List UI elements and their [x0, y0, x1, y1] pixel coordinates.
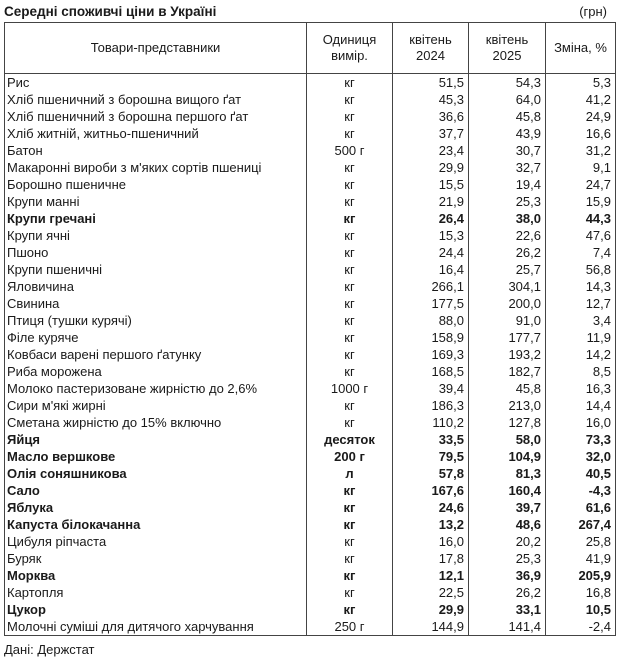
- table-row: [5, 108, 616, 125]
- price-change: 9,1: [546, 159, 616, 176]
- table-row: [5, 244, 616, 261]
- price-april-2024: 169,3: [393, 346, 469, 363]
- product-unit: 500 г: [307, 142, 393, 159]
- product-name: Свинина: [5, 295, 307, 312]
- price-april-2025: 48,6: [469, 516, 546, 533]
- price-change: 56,8: [546, 261, 616, 278]
- price-april-2024: 36,6: [393, 108, 469, 125]
- price-change: 12,7: [546, 295, 616, 312]
- price-april-2024: 29,9: [393, 601, 469, 618]
- product-name: Сири м'які жирні: [5, 397, 307, 414]
- price-april-2025: 32,7: [469, 159, 546, 176]
- table-row: [5, 227, 616, 244]
- table-row: [5, 499, 616, 516]
- table-row: [5, 380, 616, 397]
- price-april-2024: 79,5: [393, 448, 469, 465]
- price-april-2025: 64,0: [469, 91, 546, 108]
- product-unit: кг: [307, 346, 393, 363]
- product-unit: кг: [307, 329, 393, 346]
- price-april-2024: 168,5: [393, 363, 469, 380]
- product-name: Хліб житній, житньо-пшеничний: [5, 125, 307, 142]
- price-change: 15,9: [546, 193, 616, 210]
- product-unit: кг: [307, 601, 393, 618]
- product-name: Крупи ячні: [5, 227, 307, 244]
- product-name: Цибуля ріпчаста: [5, 533, 307, 550]
- price-april-2024: 29,9: [393, 159, 469, 176]
- price-change: 14,2: [546, 346, 616, 363]
- price-april-2024: 21,9: [393, 193, 469, 210]
- product-name: Крупи гречані: [5, 210, 307, 227]
- header-april-2024: квітень 2024: [393, 23, 469, 74]
- price-change: -4,3: [546, 482, 616, 499]
- price-april-2024: 24,6: [393, 499, 469, 516]
- price-april-2025: 25,7: [469, 261, 546, 278]
- product-unit: десяток: [307, 431, 393, 448]
- price-april-2024: 186,3: [393, 397, 469, 414]
- product-name: Крупи манні: [5, 193, 307, 210]
- prices-table: [4, 22, 616, 636]
- product-name: Сметана жирністю до 15% включно: [5, 414, 307, 431]
- product-unit: кг: [307, 244, 393, 261]
- table-row: [5, 448, 616, 465]
- price-april-2025: 193,2: [469, 346, 546, 363]
- price-change: 32,0: [546, 448, 616, 465]
- table-row: [5, 414, 616, 431]
- product-unit: 200 г: [307, 448, 393, 465]
- price-april-2024: 16,4: [393, 261, 469, 278]
- price-change: 41,9: [546, 550, 616, 567]
- price-change: -2,4: [546, 618, 616, 636]
- product-unit: кг: [307, 516, 393, 533]
- table-row: [5, 142, 616, 159]
- price-change: 25,8: [546, 533, 616, 550]
- product-unit: кг: [307, 261, 393, 278]
- product-name: Батон: [5, 142, 307, 159]
- price-april-2024: 167,6: [393, 482, 469, 499]
- product-unit: кг: [307, 295, 393, 312]
- price-april-2024: 15,3: [393, 227, 469, 244]
- price-april-2025: 54,3: [469, 74, 546, 92]
- price-april-2024: 158,9: [393, 329, 469, 346]
- price-april-2025: 45,8: [469, 108, 546, 125]
- product-name: Олія соняшникова: [5, 465, 307, 482]
- price-april-2024: 266,1: [393, 278, 469, 295]
- price-april-2025: 91,0: [469, 312, 546, 329]
- product-unit: л: [307, 465, 393, 482]
- price-april-2024: 110,2: [393, 414, 469, 431]
- price-april-2024: 26,4: [393, 210, 469, 227]
- price-april-2025: 26,2: [469, 244, 546, 261]
- product-name: Буряк: [5, 550, 307, 567]
- table-row: [5, 193, 616, 210]
- price-april-2025: 22,6: [469, 227, 546, 244]
- price-april-2025: 81,3: [469, 465, 546, 482]
- price-change: 16,0: [546, 414, 616, 431]
- product-name: Яйця: [5, 431, 307, 448]
- title-row: [4, 4, 615, 22]
- price-april-2025: 30,7: [469, 142, 546, 159]
- table-row: [5, 363, 616, 380]
- price-change: 11,9: [546, 329, 616, 346]
- price-april-2024: 13,2: [393, 516, 469, 533]
- product-unit: кг: [307, 91, 393, 108]
- price-change: 16,8: [546, 584, 616, 601]
- price-change: 7,4: [546, 244, 616, 261]
- product-name: Борошно пшеничне: [5, 176, 307, 193]
- table-row: [5, 482, 616, 499]
- price-april-2025: 25,3: [469, 193, 546, 210]
- price-april-2025: 141,4: [469, 618, 546, 636]
- product-name: Морква: [5, 567, 307, 584]
- product-unit: кг: [307, 176, 393, 193]
- price-april-2025: 19,4: [469, 176, 546, 193]
- price-april-2024: 45,3: [393, 91, 469, 108]
- table-row: [5, 176, 616, 193]
- price-change: 31,2: [546, 142, 616, 159]
- price-change: 47,6: [546, 227, 616, 244]
- product-unit: кг: [307, 210, 393, 227]
- price-change: 16,3: [546, 380, 616, 397]
- product-unit: кг: [307, 159, 393, 176]
- price-april-2025: 104,9: [469, 448, 546, 465]
- price-april-2025: 43,9: [469, 125, 546, 142]
- price-change: 61,6: [546, 499, 616, 516]
- price-april-2025: 39,7: [469, 499, 546, 516]
- product-name: Капуста білокачанна: [5, 516, 307, 533]
- header-unit: Одиниця виміp.: [307, 23, 393, 74]
- table-row: [5, 601, 616, 618]
- price-april-2024: 23,4: [393, 142, 469, 159]
- price-change: 205,9: [546, 567, 616, 584]
- table-row: [5, 159, 616, 176]
- table-row: [5, 125, 616, 142]
- price-change: 24,7: [546, 176, 616, 193]
- product-name: Яблука: [5, 499, 307, 516]
- product-unit: кг: [307, 584, 393, 601]
- table-row: [5, 550, 616, 567]
- product-name: Молочні суміші для дитячого харчування: [5, 618, 307, 636]
- data-source: Дані: Держстат: [4, 642, 95, 657]
- price-change: 3,4: [546, 312, 616, 329]
- table-row: [5, 567, 616, 584]
- price-change: 10,5: [546, 601, 616, 618]
- product-name: Крупи пшеничні: [5, 261, 307, 278]
- price-change: 5,3: [546, 74, 616, 92]
- price-april-2024: 15,5: [393, 176, 469, 193]
- product-name: Хліб пшеничний з борошна першого ґат: [5, 108, 307, 125]
- price-april-2024: 17,8: [393, 550, 469, 567]
- price-april-2024: 39,4: [393, 380, 469, 397]
- price-april-2024: 144,9: [393, 618, 469, 636]
- product-unit: кг: [307, 482, 393, 499]
- price-april-2024: 177,5: [393, 295, 469, 312]
- price-change: 41,2: [546, 91, 616, 108]
- product-unit: кг: [307, 108, 393, 125]
- price-change: 16,6: [546, 125, 616, 142]
- product-name: Ковбаси варені першого ґатунку: [5, 346, 307, 363]
- product-name: Рис: [5, 74, 307, 92]
- product-unit: кг: [307, 397, 393, 414]
- table-row: [5, 431, 616, 448]
- table-row: [5, 74, 616, 92]
- price-april-2025: 36,9: [469, 567, 546, 584]
- price-change: 267,4: [546, 516, 616, 533]
- price-april-2024: 22,5: [393, 584, 469, 601]
- product-unit: 250 г: [307, 618, 393, 636]
- price-change: 40,5: [546, 465, 616, 482]
- table-row: [5, 465, 616, 482]
- product-name: Риба морожена: [5, 363, 307, 380]
- price-april-2025: 58,0: [469, 431, 546, 448]
- table-row: [5, 346, 616, 363]
- header-april-2025: квітень 2025: [469, 23, 546, 74]
- price-april-2025: 45,8: [469, 380, 546, 397]
- price-april-2024: 51,5: [393, 74, 469, 92]
- price-april-2025: 304,1: [469, 278, 546, 295]
- product-name: Макаронні вироби з м'яких сортів пшениці: [5, 159, 307, 176]
- table-row: [5, 91, 616, 108]
- table-body: [5, 74, 616, 636]
- product-name: Птиця (тушки курячі): [5, 312, 307, 329]
- product-unit: кг: [307, 312, 393, 329]
- price-change: 73,3: [546, 431, 616, 448]
- product-unit: кг: [307, 193, 393, 210]
- price-april-2025: 127,8: [469, 414, 546, 431]
- product-unit: кг: [307, 227, 393, 244]
- price-april-2024: 12,1: [393, 567, 469, 584]
- product-name: Хліб пшеничний з борошна вищого ґат: [5, 91, 307, 108]
- price-april-2024: 16,0: [393, 533, 469, 550]
- price-april-2025: 25,3: [469, 550, 546, 567]
- product-unit: кг: [307, 74, 393, 92]
- price-april-2024: 33,5: [393, 431, 469, 448]
- price-april-2025: 213,0: [469, 397, 546, 414]
- price-change: 24,9: [546, 108, 616, 125]
- price-april-2024: 88,0: [393, 312, 469, 329]
- price-april-2024: 37,7: [393, 125, 469, 142]
- price-change: 44,3: [546, 210, 616, 227]
- price-april-2024: 24,4: [393, 244, 469, 261]
- product-name: Яловичина: [5, 278, 307, 295]
- header-change: Зміна, %: [546, 23, 616, 74]
- product-unit: кг: [307, 499, 393, 516]
- product-name: Сало: [5, 482, 307, 499]
- price-change: 8,5: [546, 363, 616, 380]
- table-row: [5, 312, 616, 329]
- product-unit: кг: [307, 550, 393, 567]
- table-header-row: [5, 23, 616, 74]
- product-name: Пшоно: [5, 244, 307, 261]
- table-title: Середні споживчі ціни в Україні: [4, 4, 217, 19]
- table-row: [5, 516, 616, 533]
- price-april-2025: 177,7: [469, 329, 546, 346]
- table-row: [5, 261, 616, 278]
- product-name: Картопля: [5, 584, 307, 601]
- table-row: [5, 278, 616, 295]
- price-change: 14,3: [546, 278, 616, 295]
- product-unit: кг: [307, 533, 393, 550]
- product-name: Філе куряче: [5, 329, 307, 346]
- table-row: [5, 397, 616, 414]
- table-row: [5, 295, 616, 312]
- table-row: [5, 533, 616, 550]
- table-row: [5, 329, 616, 346]
- product-name: Масло вершкове: [5, 448, 307, 465]
- header-product: Товари-представники: [5, 23, 307, 74]
- product-unit: кг: [307, 567, 393, 584]
- table-row: [5, 618, 616, 636]
- product-name: Молоко пастеризоване жирністю до 2,6%: [5, 380, 307, 397]
- table-row: [5, 210, 616, 227]
- product-unit: кг: [307, 414, 393, 431]
- price-april-2025: 160,4: [469, 482, 546, 499]
- product-name: Цукор: [5, 601, 307, 618]
- price-april-2024: 57,8: [393, 465, 469, 482]
- product-unit: 1000 г: [307, 380, 393, 397]
- price-april-2025: 26,2: [469, 584, 546, 601]
- product-unit: кг: [307, 363, 393, 380]
- price-april-2025: 20,2: [469, 533, 546, 550]
- price-change: 14,4: [546, 397, 616, 414]
- table-row: [5, 584, 616, 601]
- price-april-2025: 38,0: [469, 210, 546, 227]
- product-unit: кг: [307, 125, 393, 142]
- product-unit: кг: [307, 278, 393, 295]
- currency-unit: (грн): [579, 4, 607, 19]
- price-april-2025: 200,0: [469, 295, 546, 312]
- price-april-2025: 182,7: [469, 363, 546, 380]
- price-april-2025: 33,1: [469, 601, 546, 618]
